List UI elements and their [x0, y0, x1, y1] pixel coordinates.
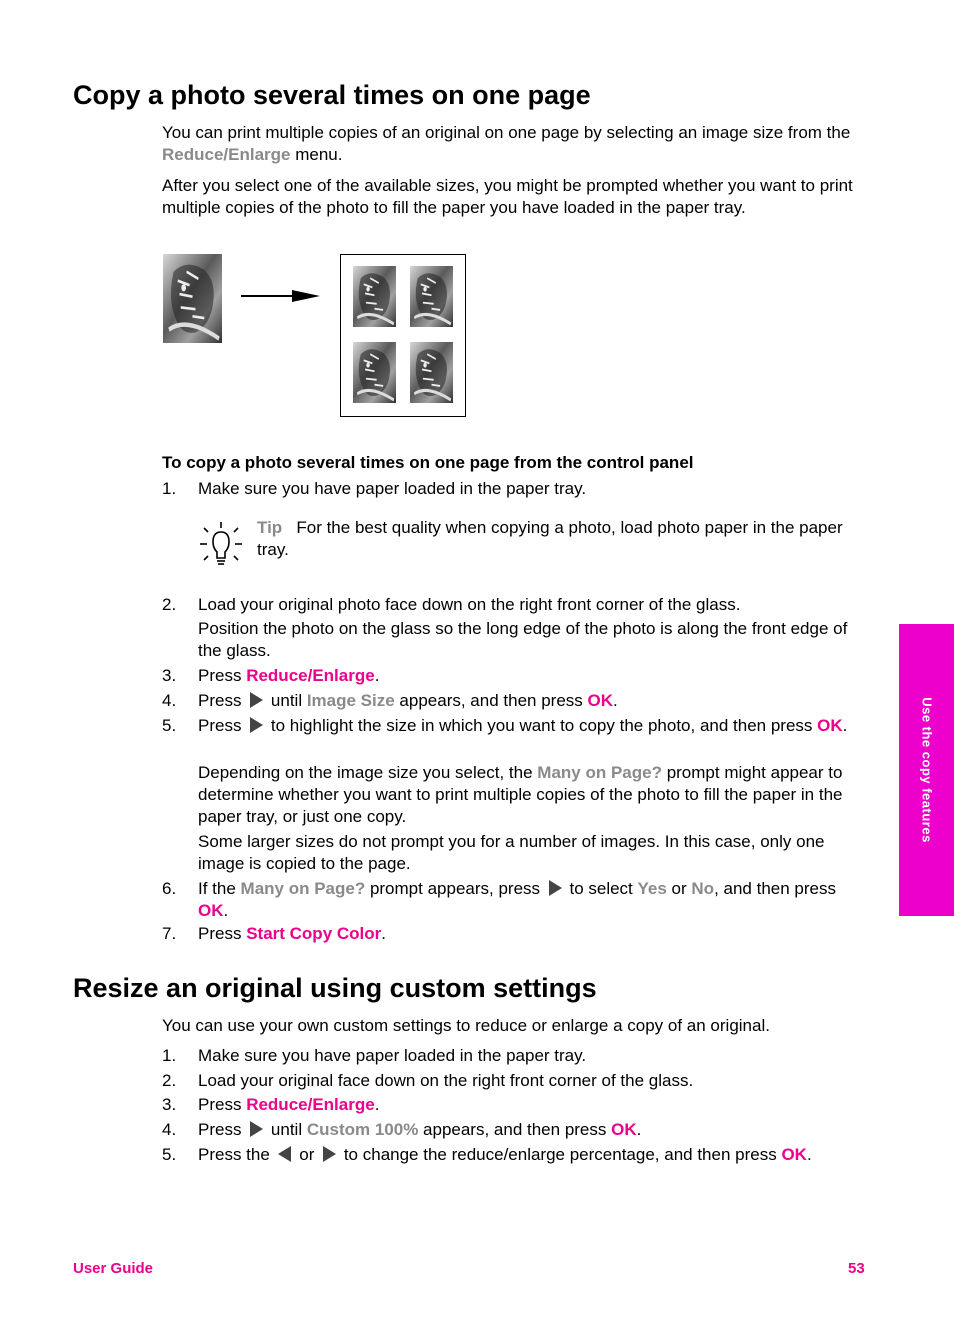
resize-intro: You can use your own custom settings to reduce or enlarge a copy of an original.	[162, 1016, 770, 1035]
resize-step-1: Make sure you have paper loaded in the paper tray.	[198, 1046, 587, 1065]
step-text: Press	[198, 691, 247, 710]
many-on-page-key: Many on Page?	[537, 763, 662, 782]
period: .	[381, 924, 386, 943]
reduce-enlarge-key: Reduce/Enlarge	[246, 1095, 375, 1114]
period: .	[636, 1120, 642, 1139]
intro-paragraph-1	[162, 122, 862, 166]
step-number: 4.	[162, 1120, 177, 1139]
period: .	[842, 716, 848, 735]
custom-100-key: Custom 100%	[306, 1120, 419, 1139]
copy-photo-1	[353, 266, 396, 327]
section-title-resize: Resize an original using custom settings	[73, 973, 597, 1003]
original-photo-image	[163, 254, 222, 343]
step-number: 5.	[162, 716, 177, 735]
period: .	[223, 901, 229, 920]
step-5-detail-2: Some larger sizes do not prompt you for a number of images. In this case, only one image is copied to the page.	[198, 832, 825, 873]
period: .	[374, 1095, 380, 1114]
step-text: If the	[198, 879, 241, 898]
step-text: Press	[198, 1095, 247, 1114]
copy-photo-2	[410, 266, 453, 327]
right-arrow-icon	[250, 717, 263, 733]
ok-key: OK	[781, 1145, 807, 1164]
step-number: 4.	[162, 691, 177, 710]
step-text: until	[266, 1120, 307, 1139]
right-arrow-icon	[323, 1146, 336, 1162]
step-1: Make sure you have paper loaded in the paper tray.	[198, 479, 587, 498]
step-text: prompt appears, press	[365, 879, 545, 898]
intro-text: You can print multiple copies of an original on one page by selecting an image size from the	[162, 123, 851, 142]
step-4	[198, 690, 862, 712]
period: .	[613, 691, 618, 710]
copy-photo-4	[410, 342, 453, 403]
step-text: prompt might appear to determine whether you want to print multiple copies of the photo to fill the paper in the paper tray, or just one copy.	[198, 763, 843, 826]
step-5-detail-1	[198, 762, 862, 828]
start-copy-color-key: Start Copy Color	[246, 924, 382, 943]
copy-photo-3	[353, 342, 396, 403]
chapter-side-tab-label: Use the copy features	[919, 697, 935, 843]
right-arrow-icon	[250, 1121, 263, 1137]
step-text: appears, and then press	[394, 691, 588, 710]
copy-illustration	[162, 253, 472, 421]
step-text: to change the reduce/enlarge percentage, and then press	[339, 1145, 782, 1164]
step-7	[198, 923, 862, 945]
step-number: 5.	[162, 1145, 177, 1164]
ok-key: OK	[587, 691, 613, 710]
ok-key: OK	[611, 1120, 637, 1139]
no-key: No	[691, 879, 715, 898]
yes-key: Yes	[637, 879, 667, 898]
illustration	[162, 253, 472, 421]
reduce-enlarge-key: Reduce/Enlarge	[246, 666, 375, 685]
ok-key: OK	[817, 716, 843, 735]
tip-text	[257, 517, 857, 561]
page-number: 53	[848, 1260, 865, 1277]
lightbulb-tip-icon	[198, 520, 244, 570]
resize-step-2: Load your original face down on the right front corner of the glass.	[198, 1071, 694, 1090]
step-number: 3.	[162, 666, 177, 685]
step-text: until	[266, 691, 307, 710]
intro-text-end: menu.	[290, 145, 343, 164]
step-text: Press	[198, 716, 247, 735]
step-number: 2.	[162, 1071, 177, 1090]
step-number: 2.	[162, 595, 177, 614]
step-3	[198, 665, 862, 687]
footer-left: User Guide	[73, 1260, 154, 1277]
step-5	[198, 715, 862, 737]
intro-paragraph-2: After you select one of the available sizes, you might be prompted whether you want to print multiple copies of the photo to fill the paper you have loaded in the paper tray.	[162, 176, 853, 217]
period: .	[374, 666, 380, 685]
step-text: or	[294, 1145, 320, 1164]
right-arrow-icon	[549, 880, 562, 896]
step-text: to highlight the size in which you want to copy the photo, and then press	[266, 716, 818, 735]
step-text: Press	[198, 666, 247, 685]
right-arrow-icon	[292, 290, 320, 302]
step-number: 7.	[162, 924, 177, 943]
step-text: to select	[564, 879, 638, 898]
resize-step-3	[198, 1094, 862, 1116]
reduce-enlarge-key: Reduce/Enlarge	[162, 145, 291, 164]
tip-label: Tip	[257, 518, 283, 537]
procedure-title: To copy a photo several times on one page from the control panel	[162, 453, 694, 472]
ok-key: OK	[198, 901, 224, 920]
step-text: Press	[198, 924, 247, 943]
step-number: 6.	[162, 879, 177, 898]
step-number: 1.	[162, 1046, 177, 1065]
resize-step-4	[198, 1119, 862, 1141]
step-2-detail: Position the photo on the glass so the long edge of the photo is along the front edge of the glass.	[198, 619, 848, 660]
resize-step-5	[198, 1144, 862, 1166]
step-text: or	[666, 879, 692, 898]
section-title-copy-photo: Copy a photo several times on one page	[73, 80, 591, 110]
tip-body: For the best quality when copying a photo, load photo paper in the paper tray.	[257, 518, 843, 559]
step-text: Press	[198, 1120, 247, 1139]
step-6	[198, 878, 862, 922]
left-arrow-icon	[278, 1146, 291, 1162]
step-text: Press the	[198, 1145, 275, 1164]
right-arrow-icon	[250, 692, 263, 708]
step-number: 3.	[162, 1095, 177, 1114]
image-size-key: Image Size	[306, 691, 395, 710]
period: .	[806, 1145, 812, 1164]
many-on-page-key: Many on Page?	[240, 879, 366, 898]
step-number: 1.	[162, 479, 177, 498]
step-text: appears, and then press	[418, 1120, 612, 1139]
step-text: Depending on the image size you select, the	[198, 763, 538, 782]
step-text: , and then press	[714, 879, 836, 898]
step-2: Load your original photo face down on the right front corner of the glass.	[198, 595, 741, 614]
